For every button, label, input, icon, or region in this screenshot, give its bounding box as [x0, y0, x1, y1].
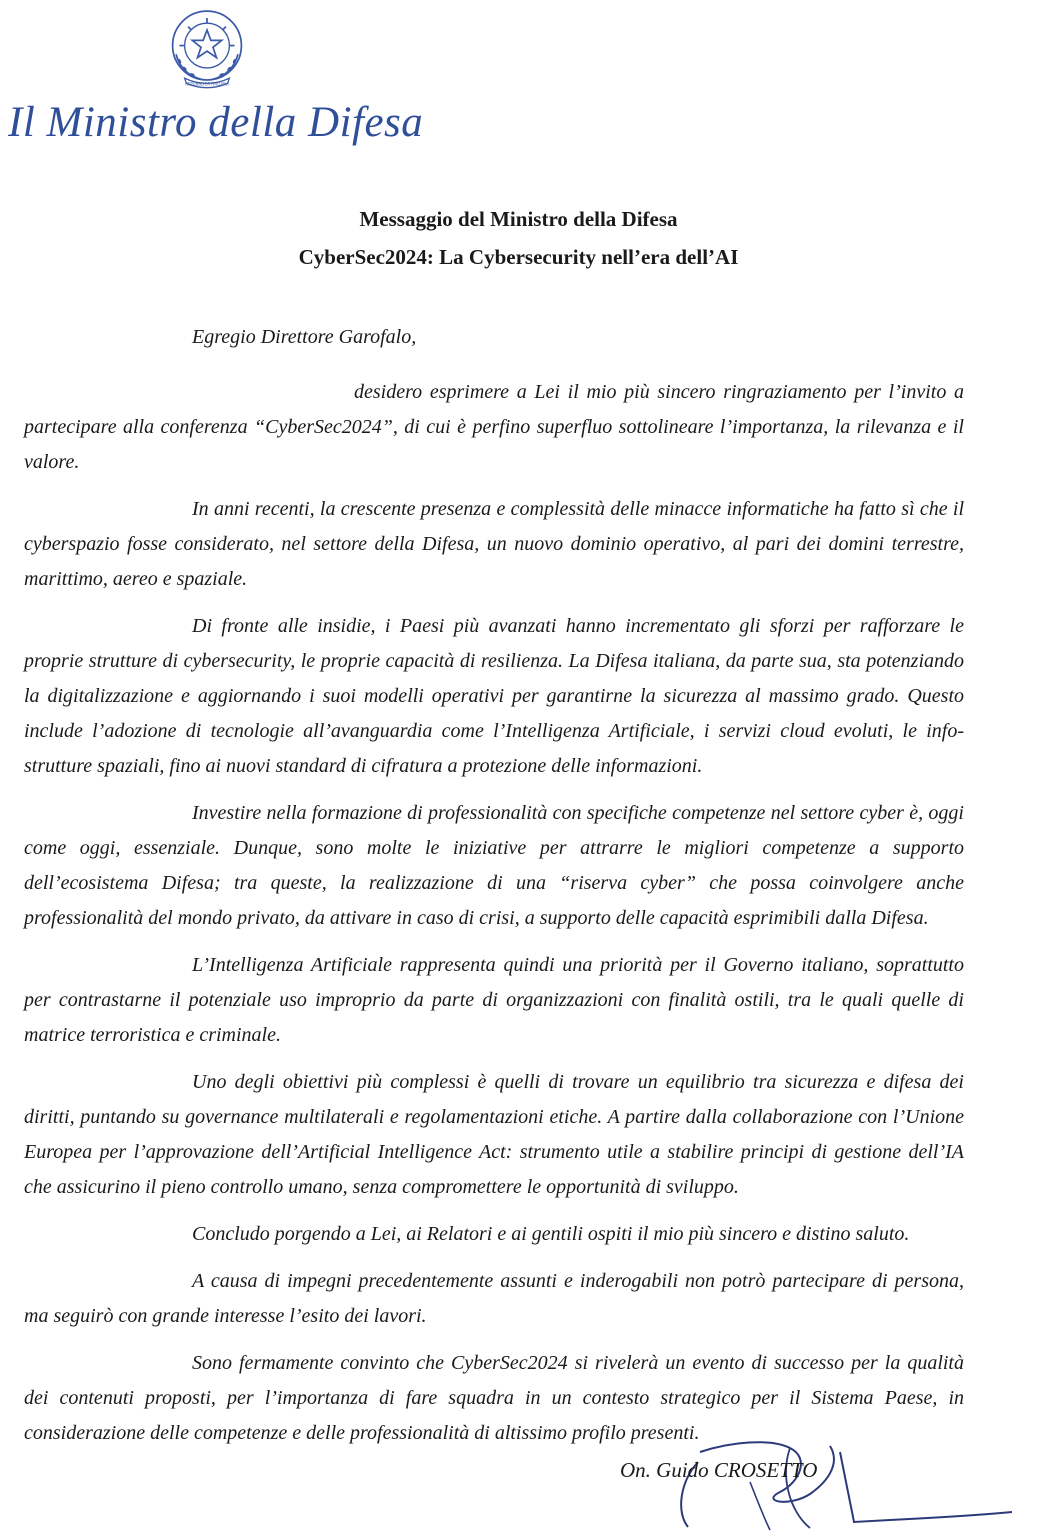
signatory-name: On. Guido CROSETTO [620, 1458, 818, 1482]
title-line-1: Messaggio del Ministro della Difesa [359, 207, 678, 231]
document-title [0, 200, 1037, 276]
emblem-ribbon-text: REPUBBLICA ITALIANA [185, 81, 229, 87]
paragraph-4: Investire nella formazione di professionalità con specifiche competenze nel settore cyber è, oggi come oggi, essenziale. Dunque, sono molte le iniziative per attrarre le migliori competenze a supporto dell’ecosistema Difesa; tra queste, la realizzazione di una “riserva cyber” che possa coinvolgere anche professionalità del mondo privato, da attivare in caso di crisi, a supporto delle capacità esprimibili dalla Difesa. [24, 802, 964, 929]
title-line-2: CyberSec2024: La Cybersecurity nell’era dell’AI [298, 245, 739, 269]
paragraph-7: Concludo porgendo a Lei, ai Relatori e ai gentili ospiti il mio più sincero e distino saluto. [192, 1223, 910, 1245]
paragraph-2: In anni recenti, la crescente presenza e complessità delle minacce informatiche ha fatto sì che il cyberspazio fosse considerato, nel settore della Difesa, un nuovo dominio operativo, al pari dei domini terrestre, marittimo, aereo e spaziale. [24, 498, 964, 590]
paragraph-3: Di fronte alle insidie, i Paesi più avanzati hanno incrementato gli sforzi per rafforzare le proprie strutture di cybersecurity, le proprie capacità di resilienza. La Difesa italiana, da parte sua, sta potenziando la digitalizzazione e aggiornando i suoi modelli operativi per garantirne la sicurezza al massimo grado. Questo include l’adozione di tecnologie all’avanguardia come l’Intelligenza Artificiale, i servizi cloud evoluti, le info-strutture spaziali, fino ai nuovi standard di cifratura a protezione delle informazioni. [24, 615, 964, 777]
italian-republic-emblem-icon [164, 6, 250, 92]
letter-body [24, 320, 964, 1463]
salutation: Egregio Direttore Garofalo, [192, 326, 417, 348]
paragraph-5: L’Intelligenza Artificiale rappresenta quindi una priorità per il Governo italiano, soprattutto per contrastarne il potenziale uso improprio da parte di organizzazioni con finalità ostili, tra le quali quelle di matrice terroristica e criminale. [24, 954, 964, 1046]
paragraph-9: Sono fermamente convinto che CyberSec2024 si rivelerà un evento di successo per la qualità dei contenuti proposti, per l’importanza di fare squadra in un contesto strategico per il Sistema Paese, in considerazione delle competenze e delle professionalità di altissimo profilo presenti. [24, 1352, 964, 1444]
paragraph-1: desidero esprimere a Lei il mio più sincero ringraziamento per l’invito a partecipare alla conferenza “CyberSec2024”, di cui è perfino superfluo sottolineare l’importanza, la rilevanza e il valore. [24, 381, 964, 473]
ministry-heading: Il Ministro della Difesa [8, 99, 424, 146]
paragraph-6: Uno degli obiettivi più complessi è quelli di trovare un equilibrio tra sicurezza e difesa dei diritti, puntando su governance multilaterali e regolamentazioni etiche. A partire dalla collaborazione con l’Unione Europea per l’approvazione dell’Artificial Intelligence Act: strumento utile a stabilire principi di gestione dell’IA che assicurino il pieno controllo umano, senza compromettere le opportunità di sviluppo. [24, 1071, 964, 1198]
paragraph-8: A causa di impegni precedentemente assunti e inderogabili non potrò partecipare di persona, ma seguirò con grande interesse l’esito dei lavori. [24, 1270, 964, 1327]
signature-block [620, 1452, 1020, 1532]
